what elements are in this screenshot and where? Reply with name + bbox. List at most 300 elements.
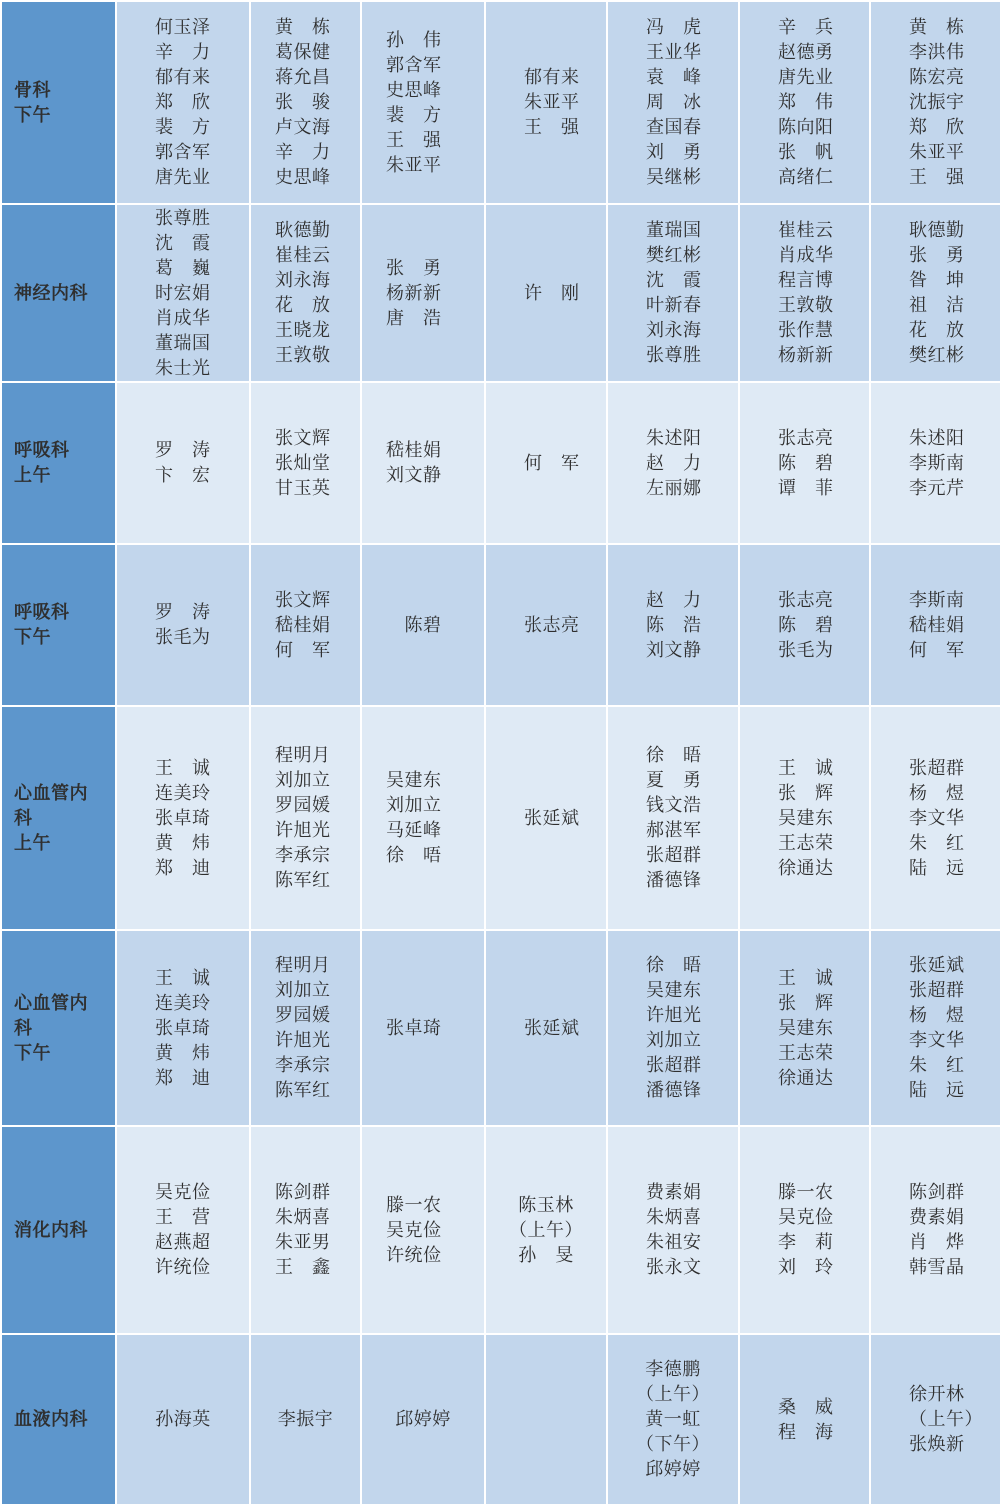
schedule-row: [1, 204, 1000, 382]
doctor-name: 葛保健: [275, 42, 331, 63]
doctor-name: 徐通达: [778, 857, 834, 879]
doctor-name: 裴 方: [155, 117, 211, 138]
doctor-name: 樊红彬: [909, 345, 965, 366]
doctor-name: 杨 煜: [909, 1005, 965, 1026]
doctor-name: 吴建东: [778, 807, 834, 829]
doctor-name: 李承宗: [275, 1055, 331, 1076]
doctor-name: 罗园媛: [275, 1005, 331, 1026]
doctor-name: 郝湛军: [646, 820, 702, 841]
doctor-name: 张 帆: [778, 142, 834, 163]
doctor-name: 滕一农: [386, 1194, 442, 1216]
doctor-name: 徐开林: [909, 1384, 965, 1405]
doctor-name: 张志亮: [778, 427, 834, 449]
doctor-name: 费素娟: [909, 1207, 965, 1228]
doctor-name: 张超群: [646, 845, 702, 866]
doctor-name: 刘永海: [646, 320, 702, 341]
doctor-cell: [116, 930, 250, 1126]
doctor-name: 王敦敬: [778, 295, 834, 316]
doctor-name: 辛 兵: [778, 17, 834, 38]
doctor-name: 王 强: [524, 117, 580, 138]
doctor-cell: [739, 204, 870, 382]
doctor-cell: [607, 706, 739, 930]
doctor-name: 吴克俭: [778, 1207, 834, 1228]
doctor-name: 王 诚: [778, 757, 834, 779]
doctor-name: 黄 炜: [155, 1042, 211, 1064]
doctor-name: 许旭光: [275, 1030, 331, 1051]
doctor-name: 李振宇: [277, 1409, 334, 1430]
schedule-row: [1, 1334, 1000, 1505]
doctor-name: 陈向阳: [778, 117, 834, 138]
doctor-name: （下午）: [636, 1434, 710, 1455]
doctor-cell: [361, 1126, 485, 1334]
doctor-name: 郑 欣: [155, 92, 211, 113]
doctor-name: 张超群: [646, 1055, 702, 1076]
doctor-name: 史思峰: [275, 167, 331, 188]
schedule-row: [1, 544, 1000, 706]
doctor-cell: [870, 204, 1000, 382]
doctor-name: 何玉泽: [155, 17, 211, 38]
department-label-line: 血液内科: [14, 1409, 88, 1430]
doctor-name: 嵇桂娟: [386, 440, 442, 461]
doctor-name: 张作慧: [778, 320, 834, 341]
doctor-name: 黄 炜: [155, 832, 211, 854]
doctor-name: 韩雪晶: [909, 1257, 965, 1278]
doctor-name: 张 骏: [275, 92, 331, 113]
doctor-cell: [116, 1334, 250, 1505]
doctor-name: 邱婷婷: [645, 1459, 701, 1480]
department-label-line: 下午: [14, 627, 51, 648]
doctor-cell: [116, 1, 250, 204]
doctor-cell: [116, 544, 250, 706]
doctor-cell: [485, 1, 607, 204]
doctor-name: 陈宏亮: [909, 67, 965, 88]
doctor-name: 程言博: [778, 270, 834, 291]
doctor-name: 李文华: [909, 1030, 965, 1051]
doctor-name: 查国春: [646, 117, 702, 138]
doctor-name: 崔桂云: [275, 245, 331, 266]
doctor-name: 张文辉: [275, 427, 331, 449]
doctor-name: 罗园媛: [275, 795, 331, 816]
doctor-name: 朱亚男: [275, 1232, 331, 1253]
doctor-name: 王 强: [909, 167, 965, 188]
doctor-cell: [607, 930, 739, 1126]
schedule-row: [1, 1126, 1000, 1334]
doctor-cell: [870, 544, 1000, 706]
doctor-name: 赵 力: [646, 452, 702, 474]
doctor-name: 朱炳喜: [646, 1207, 702, 1228]
doctor-name: 史思峰: [386, 79, 442, 101]
doctor-name: 昝 坤: [909, 270, 965, 291]
doctor-name: 沈 霞: [155, 232, 211, 254]
doctor-name: 许统俭: [155, 1257, 211, 1278]
doctor-name: 张 辉: [778, 992, 834, 1014]
doctor-name: 张志亮: [778, 589, 834, 611]
department-label-line: 神经内科: [14, 282, 88, 304]
department-label-line: 科: [14, 1017, 33, 1039]
doctor-name: 刘加立: [275, 770, 331, 791]
doctor-name: 桑 威: [778, 1396, 834, 1418]
doctor-name: 陈军红: [275, 870, 331, 891]
schedule-row: [1, 930, 1000, 1126]
doctor-name: 王 诚: [155, 757, 211, 779]
doctor-name: 袁 峰: [646, 67, 702, 88]
doctor-name: 李德鹏: [645, 1359, 701, 1380]
doctor-name: 张毛为: [155, 627, 211, 648]
doctor-name: 吴建东: [646, 980, 702, 1001]
doctor-name: 耿德勤: [909, 220, 965, 241]
doctor-name: 高绪仁: [778, 167, 834, 188]
doctor-name: 徐 晤: [646, 745, 702, 766]
doctor-name: 辛 力: [155, 42, 211, 63]
doctor-name: 董瑞国: [646, 220, 702, 241]
doctor-cell: [485, 1334, 607, 1505]
doctor-name: 时宏娟: [155, 282, 211, 304]
doctor-cell: [739, 544, 870, 706]
doctor-cell: [361, 1334, 485, 1505]
doctor-name: 程 海: [778, 1421, 834, 1443]
doctor-name: 程明月: [275, 745, 331, 766]
doctor-name: 卢文海: [275, 117, 331, 138]
doctor-name: 郑 迪: [155, 857, 211, 879]
doctor-name: 张超群: [909, 757, 965, 779]
doctor-name: 张灿堂: [275, 452, 331, 474]
doctor-name: 黄一虹: [645, 1409, 701, 1430]
doctor-name: 王 鑫: [275, 1257, 331, 1278]
doctor-name: 赵 力: [646, 589, 702, 611]
doctor-cell: [361, 930, 485, 1126]
doctor-name: 陆 远: [909, 1080, 965, 1101]
doctor-name: 张 勇: [909, 245, 965, 266]
doctor-name: 马延峰: [386, 820, 442, 841]
department-label-line: 上午: [14, 465, 51, 486]
department-label: [1, 544, 116, 706]
doctor-name: 王 营: [155, 1207, 211, 1228]
doctor-name: 张焕新: [909, 1434, 965, 1455]
doctor-name: 夏 勇: [646, 770, 702, 791]
department-label-line: 心血管内: [14, 782, 88, 804]
doctor-name: 邱婷婷: [395, 1409, 451, 1430]
doctor-name: 孙 伟: [386, 29, 442, 51]
doctor-name: 吴建东: [778, 1017, 834, 1039]
schedule-row: [1, 382, 1000, 544]
doctor-cell: [250, 204, 361, 382]
doctor-name: 王业华: [646, 42, 702, 63]
doctor-cell: [250, 382, 361, 544]
doctor-name: 王志荣: [778, 832, 834, 854]
doctor-cell: [116, 382, 250, 544]
doctor-cell: [607, 1, 739, 204]
doctor-cell: [607, 544, 739, 706]
doctor-name: 花 放: [909, 320, 965, 341]
doctor-name: 朱祖安: [646, 1232, 702, 1253]
doctor-name: 甘玉英: [275, 477, 331, 499]
doctor-name: 董瑞国: [155, 332, 211, 354]
doctor-name: 潘德锋: [646, 1080, 702, 1101]
doctor-name: 陈 碧: [778, 452, 834, 474]
doctor-cell: [739, 930, 870, 1126]
doctor-name: 樊红彬: [646, 245, 702, 266]
department-label-line: 科: [14, 807, 33, 829]
doctor-name: 王敦敬: [275, 345, 331, 366]
doctor-name: 陈剑群: [275, 1182, 331, 1203]
doctor-name: 徐 唔: [386, 845, 442, 866]
department-label-line: 上午: [14, 832, 51, 854]
doctor-cell: [361, 706, 485, 930]
doctor-name: 杨新新: [386, 282, 442, 304]
doctor-name: 杨 煜: [909, 782, 965, 804]
doctor-name: 刘加立: [275, 980, 331, 1001]
doctor-name: 许 刚: [524, 282, 580, 304]
doctor-name: 沈 霞: [646, 270, 702, 291]
doctor-cell: [250, 930, 361, 1126]
doctor-name: 冯 虎: [646, 17, 702, 38]
doctor-name: 李承宗: [275, 845, 331, 866]
doctor-name: 孙海英: [155, 1409, 211, 1430]
doctor-name: 徐通达: [778, 1067, 834, 1089]
doctor-cell: [250, 706, 361, 930]
doctor-name: 叶新春: [646, 295, 702, 316]
doctor-cell: [739, 1, 870, 204]
doctor-name: 王晓龙: [275, 320, 331, 341]
doctor-name: 陈 碧: [778, 614, 834, 636]
doctor-name: 王 强: [386, 129, 442, 151]
doctor-name: 刘加立: [386, 795, 442, 816]
doctor-name: 吴克俭: [155, 1182, 211, 1203]
doctor-name: 张 勇: [386, 257, 442, 279]
doctor-name: 张延斌: [524, 807, 580, 829]
doctor-name: 刘文静: [386, 465, 442, 486]
doctor-name: 许旭光: [646, 1005, 702, 1026]
doctor-name: 左丽娜: [646, 477, 702, 499]
doctor-name: 李元芹: [909, 477, 965, 499]
doctor-name: 张 辉: [778, 782, 834, 804]
doctor-cell: [870, 382, 1000, 544]
doctor-name: 赵德勇: [778, 42, 834, 63]
doctor-name: 肖成华: [155, 307, 211, 329]
doctor-name: 刘加立: [646, 1030, 702, 1051]
doctor-name: 朱亚平: [524, 92, 580, 113]
doctor-cell: [485, 382, 607, 544]
department-label: [1, 204, 116, 382]
doctor-cell: [116, 706, 250, 930]
doctor-name: 辛 力: [275, 142, 331, 163]
doctor-name: 张志亮: [524, 614, 580, 636]
doctor-name: 郑 迪: [155, 1067, 211, 1089]
doctor-cell: [361, 382, 485, 544]
doctor-name: 朱亚平: [386, 154, 442, 176]
department-label-line: 下午: [14, 104, 51, 126]
doctor-name: 赵燕超: [155, 1232, 211, 1253]
doctor-name: 张尊胜: [646, 345, 702, 366]
doctor-name: （上午）: [909, 1409, 983, 1430]
doctor-name: 肖成华: [778, 245, 834, 266]
doctor-name: （上午）: [636, 1384, 710, 1405]
doctor-name: 许旭光: [275, 820, 331, 841]
doctor-name: 何 军: [909, 639, 965, 661]
doctor-name: 黄 栋: [275, 17, 331, 38]
doctor-name: 花 放: [275, 295, 331, 316]
doctor-name: 朱 红: [909, 832, 965, 854]
doctor-name: 钱文浩: [646, 795, 702, 816]
doctor-name: 周 冰: [646, 92, 702, 113]
doctor-name: 许统俭: [386, 1244, 442, 1266]
doctor-name: 张永文: [646, 1257, 702, 1278]
doctor-name: 卞 宏: [155, 465, 211, 486]
department-label-line: 呼吸科: [14, 440, 70, 461]
department-label-line: 骨科: [14, 79, 51, 101]
doctor-name: 朱士光: [155, 357, 211, 379]
doctor-name: 唐先业: [778, 67, 834, 88]
doctor-name: 王志荣: [778, 1042, 834, 1064]
doctor-cell: [607, 1126, 739, 1334]
doctor-name: 郁有来: [155, 67, 211, 88]
doctor-name: 张延斌: [909, 955, 965, 976]
doctor-cell: [361, 544, 485, 706]
doctor-name: 孙 旻: [518, 1244, 574, 1266]
doctor-cell: [739, 706, 870, 930]
doctor-name: 张尊胜: [155, 207, 211, 229]
doctor-name: 嵇桂娟: [909, 614, 965, 636]
doctor-name: 连美玲: [155, 992, 211, 1014]
doctor-name: （上午）: [509, 1219, 583, 1241]
doctor-name: 张文辉: [275, 589, 331, 611]
doctor-name: 沈振宇: [909, 92, 965, 113]
doctor-cell: [250, 1126, 361, 1334]
doctor-name: 朱炳喜: [275, 1207, 331, 1228]
doctor-name: 吴继彬: [646, 167, 702, 188]
doctor-name: 陈碧: [404, 614, 442, 636]
doctor-name: 罗 涛: [155, 440, 211, 461]
doctor-cell: [870, 706, 1000, 930]
doctor-name: 张卓琦: [386, 1017, 442, 1039]
doctor-cell: [250, 1, 361, 204]
doctor-name: 费素娟: [646, 1182, 702, 1203]
doctor-name: 李 莉: [778, 1232, 834, 1253]
doctor-name: 郑 伟: [778, 92, 834, 113]
doctor-name: 何 军: [524, 452, 580, 474]
doctor-name: 刘永海: [275, 270, 331, 291]
doctor-cell: [361, 1, 485, 204]
doctor-cell: [870, 1126, 1000, 1334]
doctor-name: 肖 烨: [909, 1232, 965, 1253]
doctor-name: 王 诚: [778, 967, 834, 989]
doctor-name: 刘 玲: [778, 1257, 834, 1278]
doctor-name: 裴 方: [386, 104, 442, 126]
doctor-cell: [607, 1334, 739, 1505]
doctor-cell: [116, 1126, 250, 1334]
doctor-cell: [250, 544, 361, 706]
doctor-cell: [739, 1126, 870, 1334]
doctor-name: 王 诚: [155, 967, 211, 989]
doctor-name: 程明月: [275, 955, 331, 976]
doctor-cell: [485, 544, 607, 706]
doctor-name: 黄 栋: [909, 17, 965, 38]
department-label-line: 下午: [14, 1042, 51, 1064]
department-label: [1, 1, 116, 204]
doctor-name: 李洪伟: [909, 42, 965, 63]
department-label: [1, 1126, 116, 1334]
doctor-name: 刘文静: [646, 639, 702, 661]
doctor-name: 陈玉林: [518, 1194, 574, 1216]
doctor-name: 朱亚平: [909, 142, 965, 163]
doctor-name: 刘 勇: [646, 142, 702, 163]
doctor-name: 徐 晤: [646, 955, 702, 976]
doctor-name: 朱述阳: [646, 427, 702, 449]
doctor-cell: [607, 204, 739, 382]
doctor-name: 耿德勤: [275, 220, 331, 241]
doctor-name: 谭 菲: [778, 477, 834, 499]
doctor-name: 唐 浩: [386, 307, 442, 329]
doctor-name: 吴克俭: [386, 1219, 442, 1241]
department-label-line: 消化内科: [14, 1219, 88, 1241]
doctor-cell: [485, 706, 607, 930]
department-label: [1, 706, 116, 930]
doctor-cell: [870, 1, 1000, 204]
department-label: [1, 930, 116, 1126]
doctor-name: 李斯南: [909, 452, 965, 474]
doctor-cell: [739, 382, 870, 544]
schedule-row: [1, 706, 1000, 930]
department-label: [1, 382, 116, 544]
doctor-name: 吴建东: [386, 770, 442, 791]
schedule-body: [1, 1, 1000, 1505]
doctor-name: 郭含军: [386, 54, 442, 76]
doctor-name: 杨新新: [778, 345, 834, 366]
doctor-name: 陆 远: [909, 857, 965, 879]
doctor-name: 张延斌: [524, 1017, 580, 1039]
doctor-name: 葛 巍: [155, 257, 211, 279]
doctor-name: 陈剑群: [909, 1182, 965, 1203]
doctor-cell: [361, 204, 485, 382]
doctor-cell: [250, 1334, 361, 1505]
doctor-name: 滕一农: [778, 1182, 834, 1203]
doctor-name: 崔桂云: [778, 220, 834, 241]
doctor-name: 罗 涛: [155, 602, 211, 623]
doctor-cell: [116, 204, 250, 382]
doctor-name: 李斯南: [909, 589, 965, 611]
doctor-name: 朱 红: [909, 1055, 965, 1076]
doctor-cell: [870, 1334, 1000, 1505]
doctor-cell: [607, 382, 739, 544]
doctor-name: 陈 浩: [646, 614, 702, 636]
doctor-name: 朱述阳: [909, 427, 965, 449]
doctor-name: 郭含军: [155, 142, 211, 163]
doctor-name: 潘德锋: [646, 870, 702, 891]
schedule-row: [1, 1, 1000, 204]
doctor-name: 祖 洁: [909, 295, 965, 316]
doctor-name: 何 军: [275, 639, 331, 661]
doctor-name: 李文华: [909, 807, 965, 829]
doctor-name: 郑 欣: [909, 117, 965, 138]
doctor-cell: [870, 930, 1000, 1126]
doctor-cell: [485, 930, 607, 1126]
department-label-line: 心血管内: [14, 992, 88, 1014]
department-label: [1, 1334, 116, 1505]
doctor-name: 张卓琦: [155, 807, 211, 829]
doctor-name: 蒋允昌: [275, 67, 331, 88]
doctor-name: 嵇桂娟: [275, 614, 331, 636]
doctor-cell: [739, 1334, 870, 1505]
doctor-name: 陈军红: [275, 1080, 331, 1101]
doctor-name: 张超群: [909, 980, 965, 1001]
doctor-name: 郁有来: [524, 67, 580, 88]
department-label-line: 呼吸科: [14, 602, 70, 623]
doctor-cell: [485, 204, 607, 382]
doctor-name: 连美玲: [155, 782, 211, 804]
doctor-cell: [485, 1126, 607, 1334]
doctor-name: 张毛为: [778, 639, 834, 661]
doctor-name: 唐先业: [155, 167, 211, 188]
